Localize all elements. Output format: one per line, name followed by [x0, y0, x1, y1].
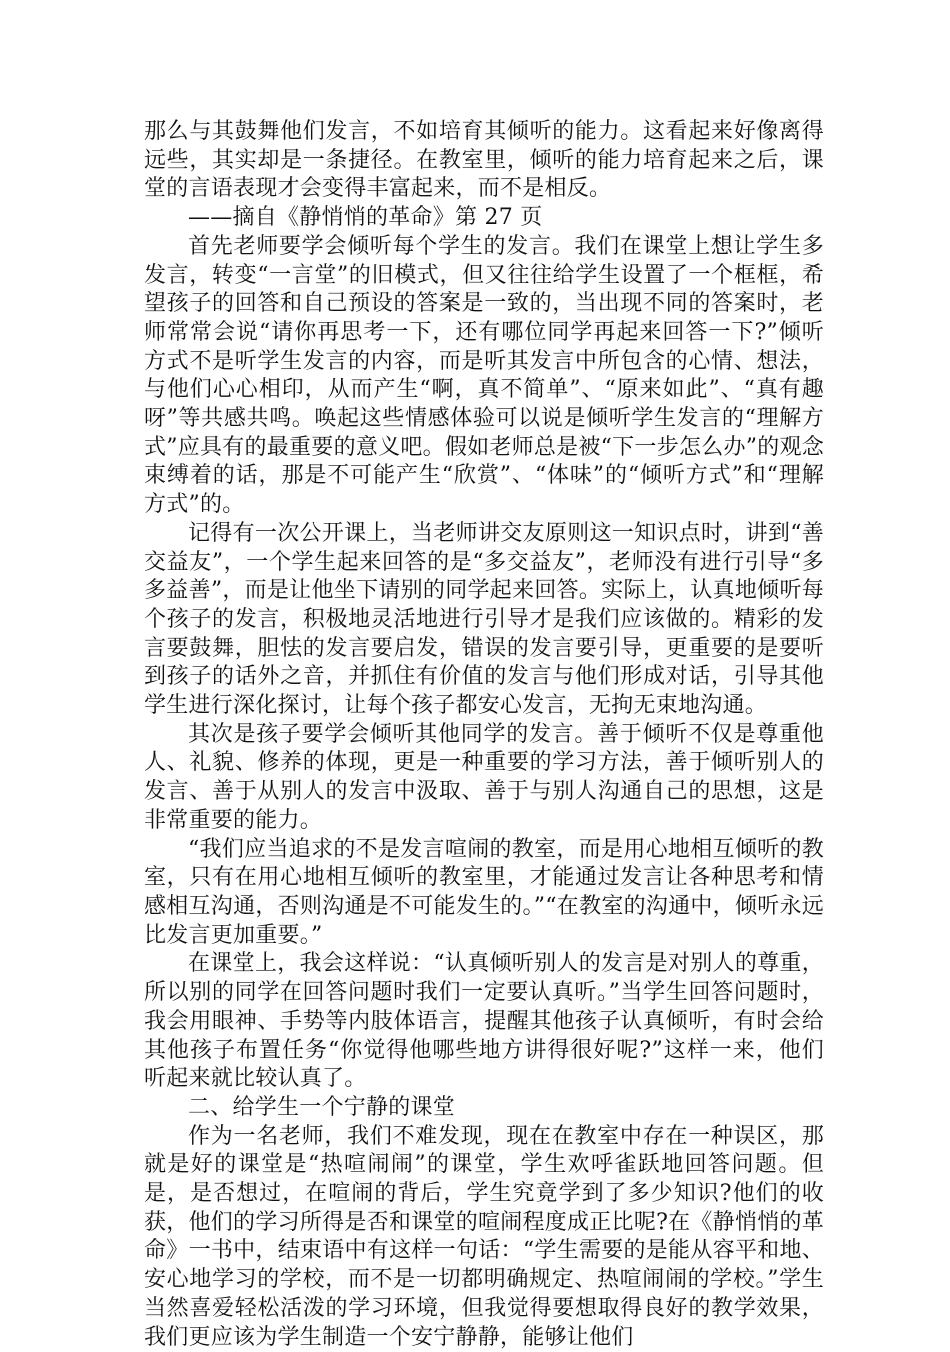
paragraph-open-class-example: 记得有一次公开课上，当老师讲交友原则这一知识点时，讲到“善交益友”，一个学生起来回答的是“多交益友”，老师没有进行引导“多多益善”，而是让他坐下请别的同学起来回答。实际上，认真地倾听每个孩子的发言，积极地灵活地进行引导才是我们应该做的。精彩的发言要鼓舞，胆怯的发言要启发，错误的发言要引导，更重要的是要听到孩子的话外之音，并抓住有价值的发言与他们形成对话，引导其他学生进行深化探讨，让每个孩子都安心发言，无拘无束地沟通。: [144, 520, 824, 719]
paragraph-teacher-listening: 首先老师要学会倾听每个学生的发言。我们在课堂上想让学生多发言，转变“一言堂”的旧模式，但又往往给学生设置了一个框框，希望孩子的回答和自己预设的答案是一致的，当出现不同的答案时，老师常常会说“请你再思考一下，还有哪位同学再起来回答一下?”倾听方式不是听学生发言的内容，而是听其发言中所包含的心情、想法，与他们心心相印，从而产生“啊，真不简单”、“原来如此”、“真有趣呀”等共感共鸣。唤起这些情感体验可以说是倾听学生发言的“理解方式”应具有的最重要的意义吧。假如老师总是被“下一步怎么办”的观念束缚着的话，那是不可能产生“欣赏”、“体味”的“倾听方式”和“理解方式”的。: [144, 233, 824, 518]
paragraph-quiet-classroom: 作为一名老师，我们不难发现，现在在教室中存在一种误区，那就是好的课堂是“热喧闹闹”的课堂，学生欢呼雀跃地回答问题。但是，是否想过，在喧闹的背后，学生究竟学到了多少知识?他们的收获，他们的学习所得是否和课堂的喧闹程度成正比呢?在《静悄悄的革命》一书中，结束语中有这样一句话：“学生需要的是能从容平和地、安心地学习的学校，而不是一切都明确规定、热喧闹闹的学校。”学生当然喜爱轻松活泼的学习环境，但我觉得要想取得良好的教学效果，我们更应该为学生制造一个安宁静静，能够让他们: [144, 1123, 824, 1350]
citation-line: ——摘自《静悄悄的革命》第 27 页: [188, 205, 543, 231]
section-heading: 二、给学生一个宁静的课堂: [188, 1094, 456, 1120]
paragraph-classroom-practice: 在课堂上，我会这样说：“认真倾听别人的发言是对别人的尊重，所以别的同学在回答问题时我们一定要认真听。”当学生回答问题时，我会用眼神、手势等内肢体语言，提醒其他孩子认真倾听，有时会给其他孩子布置任务“你觉得他哪些地方讲得很好呢?”这样一来，他们听起来就比较认真了。: [144, 951, 824, 1092]
document-page: [144, 118, 824, 1352]
paragraph-intro: 那么与其鼓舞他们发言，不如培育其倾听的能力。这看起来好像离得远些，其实却是一条捷径。在教室里，倾听的能力培育起来之后，课堂的言语表现才会变得丰富起来，而不是相反。: [144, 119, 824, 202]
paragraph-quote: “我们应当追求的不是发言喧闹的教室，而是用心地相互倾听的教室，只有在用心地相互倾听的教室里，才能通过发言让各种思考和情感相互沟通，否则沟通是不可能发生的。”“在教室的沟通中，倾听永远比发言更加重要。”: [144, 836, 824, 948]
paragraph-students-listening: 其次是孩子要学会倾听其他同学的发言。善于倾听不仅是尊重他人、礼貌、修养的体现，更是一种重要的学习方法，善于倾听别人的发言、善于从别人的发言中汲取、善于与别人沟通自己的思想，这是非常重要的能力。: [144, 721, 824, 833]
